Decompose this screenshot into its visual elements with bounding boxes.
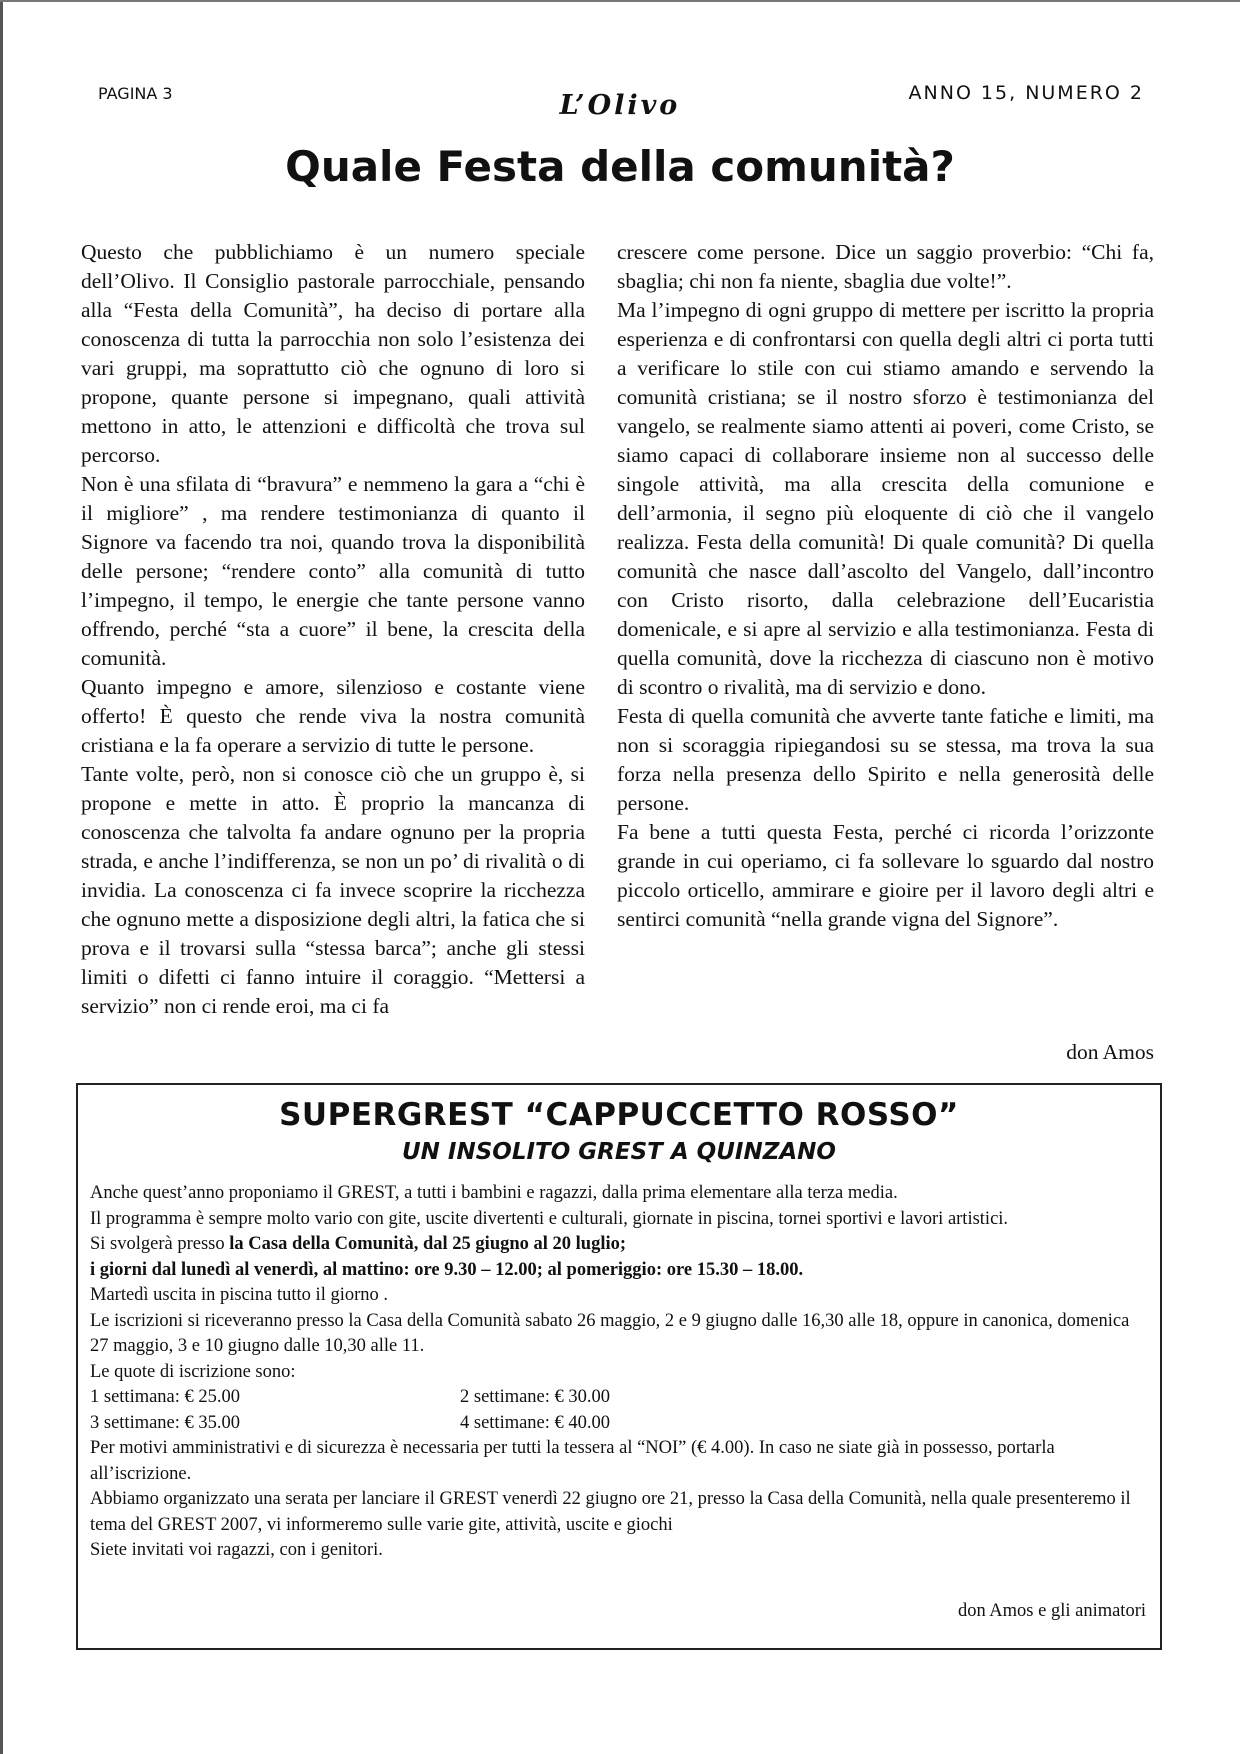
grest-paragraph: Anche quest’anno proponiamo il GREST, a tutti i bambini e ragazzi, dalla prima elementare alla terza media. [90, 1183, 898, 1203]
article-paragraph: Quanto impegno e amore, silenzioso e costante viene offerto! È questo che rende viva la nostra comunità cristiana e la fa operare a servizio di tutte le persone. [81, 675, 585, 757]
grest-paragraph: Abbiamo organizzato una serata per lanciare il GREST venerdì 22 giugno ore 21, presso la Casa della Comunità, nella quale presenteremo il tema del GREST 2007, vi informeremo sulle varie gite, attività, uscite e giochi [90, 1489, 1131, 1535]
grest-title: SUPERGREST “CAPPUCCETTO ROSSO” [279, 1097, 959, 1133]
masthead-logo: L’Olivo [559, 90, 681, 121]
article-paragraph: Tante volte, però, non si conosce ciò che un gruppo è, si propone e mette in atto. È proprio la mancanza di conoscenza che talvolta fa andare ognuno per la propria strada, e anche l’indifferenza, se non un po’ di rivalità o di invidia. La conoscenza ci fa invece scoprire la ricchezza che ognuno mette a disposizione degli altri, la fatica che si prova e il trovarsi sulla “stessa barca”; anche gli stessi limiti o difetti ci fanno intuire il coraggio. “Mettersi a servizio” non ci rende eroi, ma ci fa [81, 762, 585, 1018]
article-paragraph: crescere come persone. Dice un saggio proverbio: “Chi fa, sbaglia; chi non fa niente, sbaglia due volte!”. [617, 240, 1154, 293]
grest-location-prefix: Si svolgerà presso [90, 1234, 230, 1254]
article-paragraph: Questo che pubblichiamo è un numero speciale dell’Olivo. Il Consiglio pastorale parrocchiale, pensando alla “Festa della Comunità”, ha deciso di portare alla conoscenza di tutta la parrocchia non solo l’esistenza dei vari gruppi, ma soprattutto ciò che ognuno di loro si propone, quante persone si impegnano, quali attività mettono in atto, le attenzioni e difficoltà che trova sul percorso. [81, 240, 585, 467]
page-number-label: PAGINA 3 [98, 84, 173, 103]
grest-location-line [90, 1232, 1148, 1258]
article-paragraph: Fa bene a tutti questa Festa, perché ci ricorda l’orizzonte grande in cui operiamo, ci fa sollevare lo sguardo dal nostro piccolo orticello, ammirare e gioire per il lavoro degli altri e sentirci comunità “nella grande vigna del Signore”. [617, 820, 1154, 931]
article-paragraph: Festa di quella comunità che avverte tante fatiche e limiti, ma non si scoraggia ripiegandosi su se stessa, ma trova la sua forza nella presenza dello Spirito e nella generosità delle persone. [617, 704, 1154, 815]
grest-paragraph: Il programma è sempre molto vario con gite, uscite divertenti e culturali, giornate in piscina, tornei sportivi e lavori artistici. [90, 1208, 1009, 1229]
grest-paragraph: Siete invitati voi ragazzi, con i genitori. [90, 1540, 383, 1560]
article-column-left [81, 238, 585, 1021]
fee-item: 4 settimane: € 40.00 [460, 1412, 611, 1433]
article-paragraph: Ma l’impegno di ogni gruppo di mettere per iscritto la propria esperienza e di confrontarsi con quella degli altri ci porta tutti a verificare lo stile con cui stiamo amando e servendo la comunità cristiana; se il nostro sforzo è testimonianza del vangelo, se realmente siamo attenti ai poveri, come Cristo, se siamo capaci di collaborare insieme non al successo delle singole attività, ma alla crescita della comunione e dell’armonia, il segno più eloquente di ciò che il vangelo realizza. Festa della comunità! Di quale comunità? Di quella comunità che nasce dall’ascolto del Vangelo, dall’incontro con Cristo risorto, dalla celebrazione dell’Eucaristia domenicale, e si apre al servizio e alla testimonianza. Festa di quella comunità, dove la ricchezza di ciascuno non è motivo di scontro o rivalità, ma di servizio e dono. [617, 298, 1154, 699]
grest-paragraph: Martedì uscita in piscina tutto il giorno . [90, 1285, 389, 1305]
grest-body [90, 1181, 1148, 1564]
page-edge-top [0, 0, 1240, 2]
article-column-right [617, 238, 1154, 934]
article-title: Quale Festa della comunità? [285, 142, 955, 191]
grest-schedule: i giorni dal lunedì al venerdì, al mattino: ore 9.30 – 12.00; al pomeriggio: ore 15.30 – 18.00. [90, 1259, 804, 1280]
article-signature: don Amos [1066, 1040, 1154, 1064]
article-paragraph: Non è una sfilata di “bravura” e nemmeno la gara a “chi è il migliore” , ma rendere testimonianza di quanto il Signore va facendo tra noi, quando trova la disponibilità delle persone; “rendere conto” alla comunità di tutto l’impegno, il tempo, le energie che tante persone vanno offrendo, perché “sta a cuore” il bene, la crescita della comunità. [81, 472, 585, 670]
grest-fees-table [90, 1385, 1148, 1436]
grest-subtitle: UN INSOLITO GREST A QUINZANO [401, 1139, 836, 1165]
issue-label: ANNO 15, NUMERO 2 [908, 82, 1144, 104]
grest-registration: Le iscrizioni si riceveranno presso la Casa della Comunità sabato 26 maggio, 2 e 9 giugno dalle 16,30 alle 18, oppure in canonica, domenica 27 maggio, 3 e 10 giugno dalle 10,30 alle 11. [90, 1310, 1130, 1356]
grest-announcement-box [76, 1083, 1162, 1650]
grest-signature: don Amos e gli animatori [957, 1601, 1146, 1621]
fee-item: 2 settimane: € 30.00 [460, 1387, 611, 1407]
grest-fees-heading: Le quote di iscrizione sono: [90, 1361, 296, 1382]
fee-item: 3 settimane: € 35.00 [90, 1412, 241, 1433]
fee-item: 1 settimana: € 25.00 [90, 1387, 241, 1407]
grest-location-dates: la Casa della Comunità, dal 25 giugno al 20 luglio; [229, 1234, 627, 1254]
grest-paragraph: Per motivi amministrativi e di sicurezza è necessaria per tutti la tessera al “NOI” (€ 4.00). In caso ne siate già in possesso, portarla all’iscrizione. [90, 1438, 1055, 1484]
page-edge [0, 0, 3, 1754]
